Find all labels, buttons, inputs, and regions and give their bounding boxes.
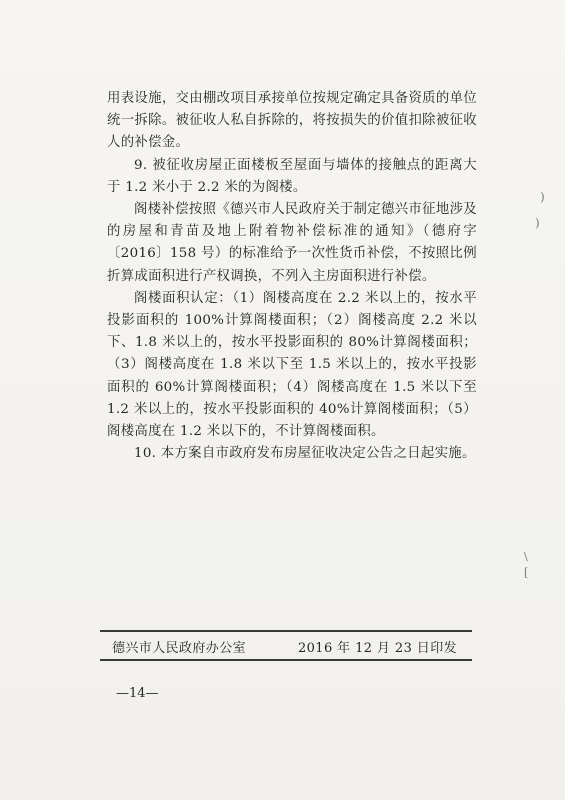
margin-mark: \: [524, 550, 528, 563]
paragraph-item-9: 9. 被征收房屋正面楼板至屋面与墙体的接触点的距离大于 1.2 米小于 2.2 米的为阁楼。: [107, 157, 477, 195]
paragraph-attic-area: 阁楼面积认定：（1）阁楼高度在 2.2 米以上的，按水平投影面积的 100%计算阁楼面积；（2）阁楼高度 2.2 米以下、1.8 米以上的，按水平投影面积的 80%计算阁楼面积；（3）阁楼高度在 1.8 米以下至 1.5 米以上的，按水平投影面积的 60%计算阁楼面积；（4）阁楼高度在 1.5 米以下至 1.2 米以上的，按水平投影面积的 40%计算阁楼面积；（5）阁楼高度在 1.2 米以下的，不计算阁楼面积。: [107, 290, 477, 440]
margin-mark: [: [524, 566, 529, 579]
body-text: [107, 88, 477, 465]
margin-mark: ): [535, 216, 540, 230]
issuer-name: 德兴市人民政府办公室: [112, 641, 247, 656]
footer-divider-bottom: [100, 659, 472, 661]
paragraph-item-10: 10. 本方案自市政府发布房屋征收决定公告之日起实施。: [134, 446, 476, 462]
page-number: —14—: [116, 686, 159, 701]
paragraph-attic-compensation: 阁楼补偿按照《德兴市人民政府关于制定德兴市征地涉及的房屋和青苗及地上附着物补偿标准的通知》（德府字〔2016〕158 号）的标准给予一次性货币补偿，不按照比例折算成面积进行产权调换，不列入主房面积进行补偿。: [107, 202, 477, 284]
paragraph-continuation: 用表设施，交由棚改项目承接单位按规定确定具备资质的单位统一拆除。被征收人私自拆除的，将按损失的价值扣除被征收人的补偿金。: [107, 91, 477, 151]
footer-divider-top: [100, 630, 472, 632]
margin-mark: ): [540, 190, 545, 204]
issue-date: 2016 年 12 月 23 日印发: [297, 641, 457, 656]
